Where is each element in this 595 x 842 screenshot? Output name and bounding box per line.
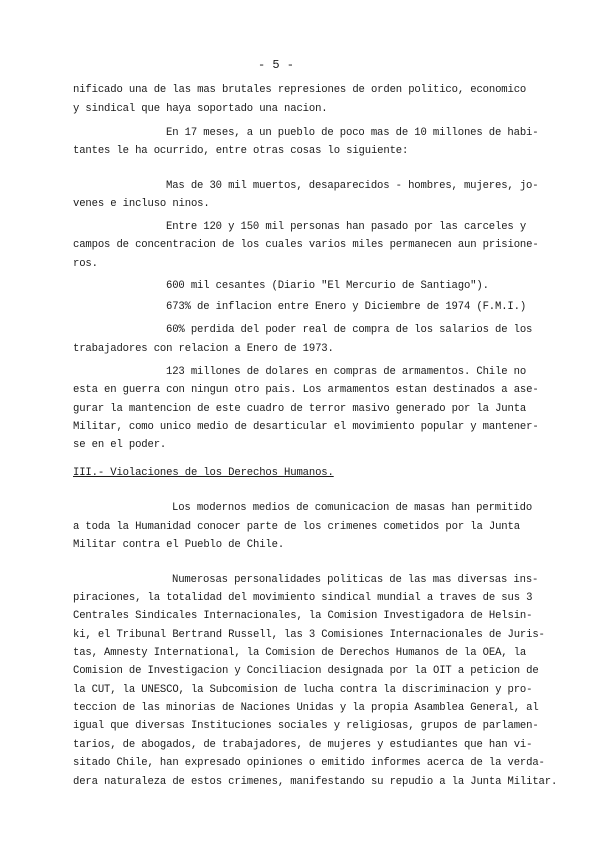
text-line: En 17 meses, a un pueblo de poco mas de 10 millones de habi- bbox=[166, 127, 539, 139]
text-line: tarios, de abogados, de trabajadores, de mujeres y estudiantes que han vi- bbox=[73, 739, 533, 751]
text-line: tas, Amnesty International, la Comision de Derechos Humanos de la OEA, la bbox=[73, 647, 527, 659]
text-line: venes e incluso ninos. bbox=[73, 198, 210, 210]
text-line: gurar la mantencion de este cuadro de terror masivo generado por la Junta bbox=[73, 403, 527, 415]
text-line: la CUT, la UNESCO, la Subcomision de lucha contra la discriminacion y pro- bbox=[73, 684, 533, 696]
text-line: Militar, como unico medio de desarticular el movimiento popular y mantener- bbox=[73, 421, 539, 433]
text-line: 60% perdida del poder real de compra de los salarios de los bbox=[166, 324, 533, 336]
text-line: tantes le ha ocurrido, entre otras cosas lo siguiente: bbox=[73, 145, 409, 157]
text-line: igual que diversas Instituciones sociales y religiosas, grupos de parlamen- bbox=[73, 720, 539, 732]
text-line: 600 mil cesantes (Diario "El Mercurio de Santiago"). bbox=[166, 280, 489, 292]
text-line: Centrales Sindicales Internacionales, la Comision Investigadora de Helsin- bbox=[73, 610, 533, 622]
text-line: Comision de Investigacion y Conciliacion designada por la OIT a peticion de bbox=[73, 665, 539, 677]
text-line: Numerosas personalidades politicas de las mas diversas ins- bbox=[172, 574, 539, 586]
text-line: 673% de inflacion entre Enero y Diciembre de 1974 (F.M.I.) bbox=[166, 301, 527, 313]
text-line: se en el poder. bbox=[73, 439, 167, 451]
text-line: Los modernos medios de comunicacion de masas han permitido bbox=[172, 502, 533, 514]
page-number: - 5 - bbox=[258, 58, 295, 72]
text-line: a toda la Humanidad conocer parte de los crimenes cometidos por la Junta bbox=[73, 521, 520, 533]
text-line: nificado una de las mas brutales represiones de orden politico, economico bbox=[73, 84, 527, 96]
text-line: Entre 120 y 150 mil personas han pasado por las carceles y bbox=[166, 221, 527, 233]
text-line: trabajadores con relacion a Enero de 1973. bbox=[73, 343, 334, 355]
text-line: dera naturaleza de estos crimenes, manifestando su repudio a la Junta Militar. bbox=[73, 776, 558, 788]
text-line: piraciones, la totalidad del movimiento sindical mundial a traves de sus 3 bbox=[73, 592, 533, 604]
text-line: ros. bbox=[73, 258, 98, 270]
text-line: y sindical que haya soportado una nacion. bbox=[73, 103, 328, 115]
text-line: ki, el Tribunal Bertrand Russell, las 3 Comisiones Internacionales de Juris- bbox=[73, 629, 545, 641]
text-line: 123 millones de dolares en compras de armamentos. Chile no bbox=[166, 366, 527, 378]
text-line: Mas de 30 mil muertos, desaparecidos - hombres, mujeres, jo- bbox=[166, 180, 539, 192]
text-line: Militar contra el Pueblo de Chile. bbox=[73, 539, 285, 551]
text-line: campos de concentracion de los cuales varios miles permanecen aun prisione- bbox=[73, 239, 539, 251]
section-heading: III.- Violaciones de los Derechos Humanos. bbox=[73, 467, 334, 479]
text-line: esta en guerra con ningun otro pais. Los armamentos estan destinados a ase- bbox=[73, 384, 539, 396]
text-line: teccion de las minorias de Naciones Unidas y la propia Asamblea General, al bbox=[73, 702, 539, 714]
text-line: sitado Chile, han expresado opiniones o emitido informes acerca de la verda- bbox=[73, 757, 545, 769]
